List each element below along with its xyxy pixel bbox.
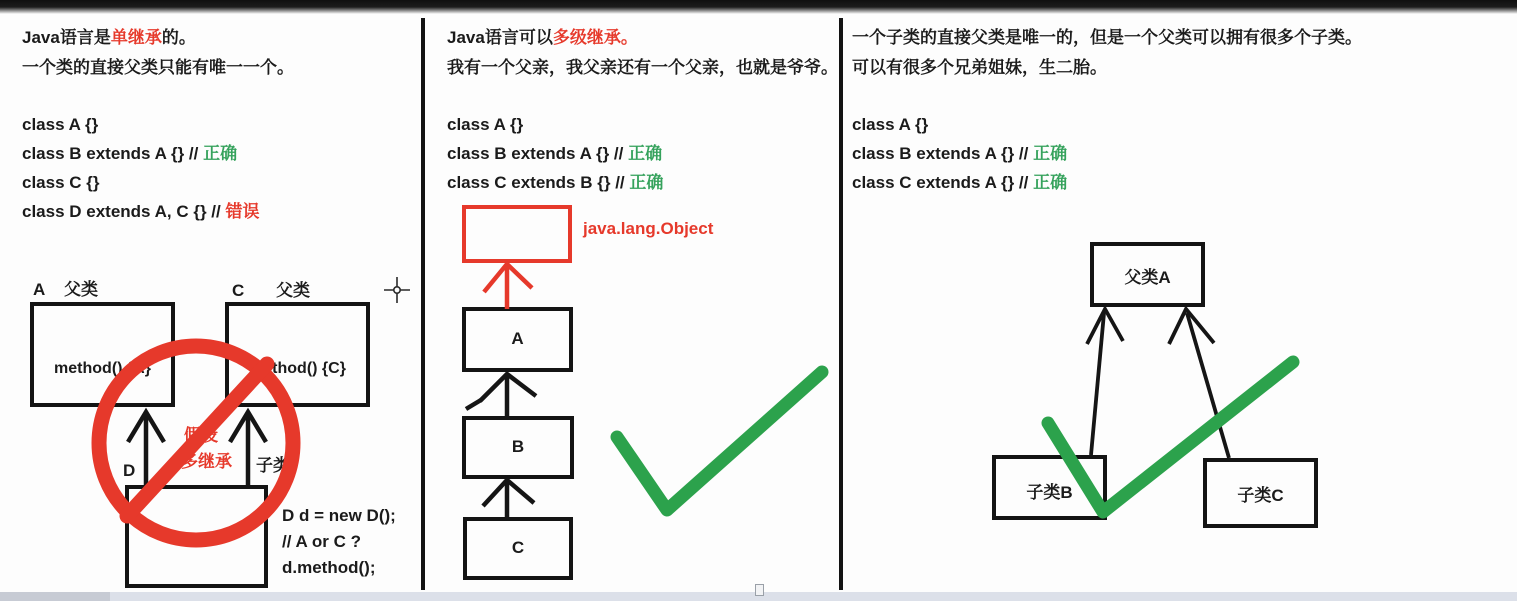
parent-type-label: 父类: [276, 281, 310, 300]
arrow-childc-to-parent: [1169, 309, 1229, 458]
note-line: [447, 27, 638, 49]
code-text: class C {}: [22, 173, 100, 192]
code-line: [447, 143, 662, 165]
note-line: [22, 27, 196, 49]
code-line: [22, 143, 237, 165]
arrow-c-to-b: [483, 480, 534, 519]
page-marker-icon: [755, 584, 764, 596]
chain-box-c-label: C: [511, 538, 525, 557]
arrow-b-to-a: [466, 374, 536, 418]
note-line: [22, 57, 294, 79]
parent-a-label: 父类A: [1124, 268, 1171, 287]
code-text: class B extends A {} //: [852, 144, 1034, 163]
child-c-label: 子类C: [1237, 486, 1284, 505]
code-text: class C extends B {} //: [447, 173, 630, 192]
parent-type-label: 父类: [64, 280, 98, 299]
correct-mark: 正确: [628, 144, 663, 163]
method-a-text: method() {A}: [54, 360, 151, 377]
code-text: class A {}: [447, 115, 524, 134]
correct-mark: 正确: [1033, 173, 1068, 192]
note-text-highlight: 多级继承。: [552, 28, 638, 47]
red-note-multi-inherit: 多继承: [181, 452, 232, 471]
code-line: [447, 114, 523, 136]
column-divider-2: [839, 18, 843, 590]
arrow-childb-to-parent: [1087, 309, 1123, 455]
class-a-label: A: [33, 280, 46, 299]
top-window-edge: [0, 0, 1517, 14]
chain-box-b-label: B: [511, 437, 525, 456]
code-snippet-line: D d = new D();: [282, 506, 396, 525]
code-text: class B extends A {} //: [22, 144, 204, 163]
subclass-label: 子类: [256, 456, 290, 475]
object-label: java.lang.Object: [583, 219, 714, 238]
note-line: [852, 27, 1362, 49]
wrong-mark: 错误: [225, 202, 260, 221]
chain-box-a-label: A: [511, 329, 524, 348]
code-text: class A {}: [22, 115, 99, 134]
arrow-a-to-object: [484, 264, 532, 309]
code-line: [22, 201, 259, 223]
class-a-box: [30, 302, 175, 407]
note-line: [447, 57, 838, 79]
code-snippet-line: // A or C ?: [282, 532, 362, 551]
crosshair-cursor-icon: [384, 277, 410, 303]
code-text: class D extends A, C {} //: [22, 202, 226, 221]
code-text: class C extends A {} //: [852, 173, 1034, 192]
object-box: [462, 205, 572, 263]
code-line: [852, 114, 928, 136]
class-c-label: C: [232, 281, 245, 300]
note-text: Java语言是: [22, 28, 111, 47]
code-snippet-line: d.method();: [282, 558, 376, 577]
code-line: [852, 172, 1067, 194]
bottom-scroll-edge-left: [0, 592, 110, 601]
code-line: [22, 114, 98, 136]
note-text: 可以有很多个兄弟姐妹，生二胎。: [852, 58, 1107, 77]
note-text: 我有一个父亲，我父亲还有一个父亲，也就是爷爷。: [447, 58, 838, 77]
note-text: 的。: [161, 28, 196, 47]
method-c-text: method() {C}: [249, 360, 346, 377]
red-note-assume: 假设: [184, 426, 218, 445]
correct-mark: 正确: [203, 144, 238, 163]
class-d-label: D: [123, 461, 136, 480]
correct-mark: 正确: [629, 173, 664, 192]
correct-mark: 正确: [1033, 144, 1068, 163]
code-line: [447, 172, 663, 194]
code-line: [852, 143, 1067, 165]
note-text: Java语言可以: [447, 28, 553, 47]
note-text: 一个类的直接父类只能有唯一一个。: [22, 58, 294, 77]
child-b-label: 子类B: [1026, 483, 1073, 502]
note-text-highlight: 单继承: [110, 28, 162, 47]
note-line: [852, 57, 1107, 79]
code-line: [22, 172, 100, 194]
checkmark-multilevel: [617, 372, 822, 510]
note-text: 一个子类的直接父类是唯一的，但是一个父类可以拥有很多个子类。: [852, 28, 1362, 47]
code-text: class B extends A {} //: [447, 144, 629, 163]
class-d-box: [125, 485, 268, 588]
column-divider-1: [421, 18, 425, 590]
code-text: class A {}: [852, 115, 929, 134]
class-c-box: [225, 302, 370, 407]
